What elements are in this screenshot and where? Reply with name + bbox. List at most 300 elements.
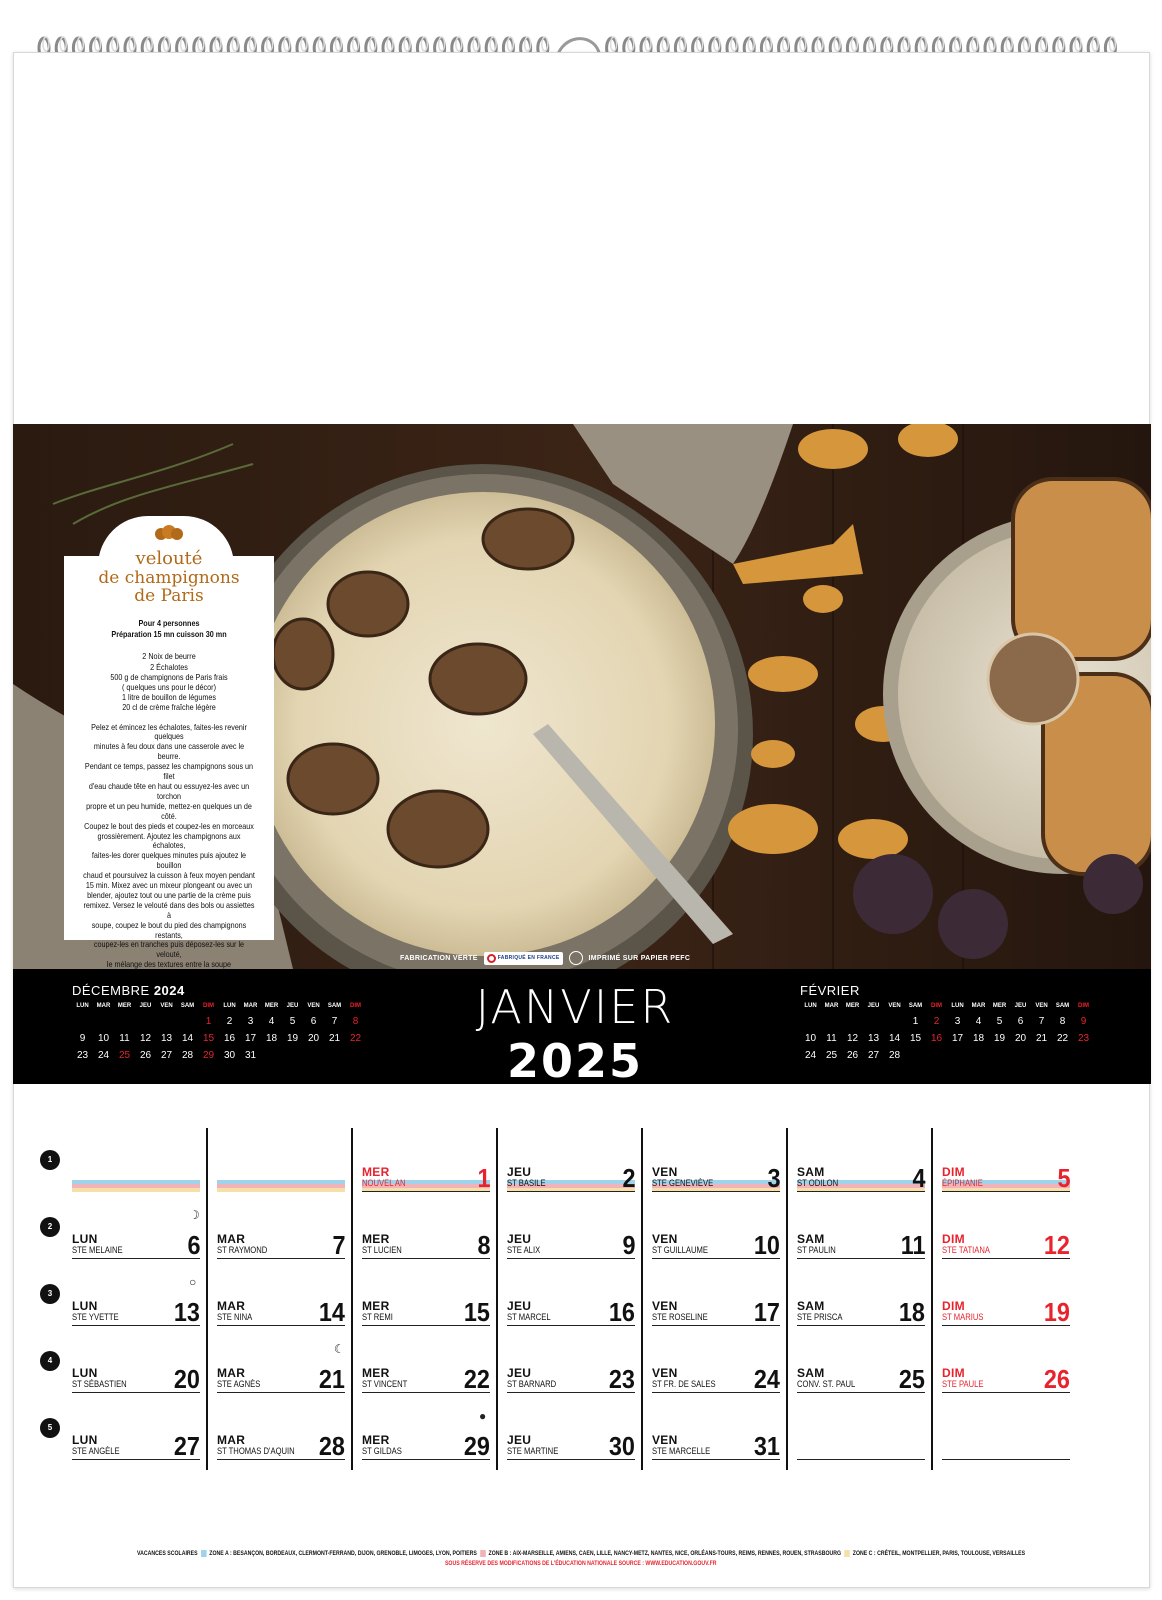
- day-name: MER: [362, 1232, 390, 1246]
- recipe-times: Préparation 15 mn cuisson 30 mn: [111, 628, 227, 639]
- mini-day: 18: [265, 1033, 278, 1044]
- mini-day: [1073, 1047, 1094, 1064]
- mini-day-header: VEN: [160, 1003, 173, 1009]
- holiday-stripes: [217, 1180, 345, 1192]
- day-cell: [652, 1297, 780, 1327]
- day-name: DIM: [942, 1366, 965, 1380]
- recipe-ingredient: 20 cl de crème fraîche légère: [122, 702, 216, 713]
- mini-day: 9: [1080, 1016, 1087, 1027]
- mini-day: [93, 1013, 114, 1030]
- mini-day: 30: [223, 1050, 236, 1061]
- saint-name: ST FR. DE SALES: [652, 1379, 716, 1389]
- saint-name: ST PAULIN: [797, 1245, 836, 1255]
- mini-day: [303, 1047, 324, 1064]
- mini-calendar-february: [800, 983, 1094, 1064]
- mini-day: 22: [1056, 1033, 1069, 1044]
- day-cell: [942, 1364, 1070, 1394]
- day-cell: [72, 1297, 200, 1327]
- mini-day: [282, 1047, 303, 1064]
- day-number: 3: [766, 1163, 780, 1193]
- recipe-ingredient: 2 Noix de beurre: [142, 651, 196, 662]
- day-cell: [797, 1364, 925, 1394]
- empty-day-cell: [797, 1434, 925, 1460]
- mini-prev-name: DÉCEMBRE: [72, 983, 150, 998]
- pefc-logo-icon: [569, 951, 583, 965]
- saint-name: ST MARIUS: [942, 1312, 984, 1322]
- day-cell: [507, 1230, 635, 1260]
- holiday-disclaimer: SOUS RÉSERVE DES MODIFICATIONS DE L'ÉDUCATION NATIONALE SOURCE : WWW.EDUCATION.GOUV.FR: [445, 1560, 717, 1567]
- day-name: MER: [362, 1366, 390, 1380]
- day-number: 29: [463, 1431, 490, 1461]
- mini-day-header: SAM: [908, 1003, 923, 1009]
- mini-day: [261, 1047, 282, 1064]
- mini-day-header: LUN: [951, 1003, 964, 1009]
- mini-day: [345, 1047, 366, 1064]
- recipe-step-line: d'eau chaude tête en haut ou essuyez-les avec un torchon: [88, 780, 250, 801]
- saint-name: STE MARTINE: [507, 1446, 559, 1456]
- mini-day: 20: [307, 1033, 320, 1044]
- saint-name: ST MARCEL: [507, 1312, 551, 1322]
- mini-day: 31: [244, 1050, 257, 1061]
- day-number: 10: [753, 1230, 780, 1260]
- france-logo-icon: [487, 954, 496, 963]
- day-name: MAR: [217, 1366, 246, 1380]
- mini-day: 13: [867, 1033, 880, 1044]
- column-divider: [351, 1128, 353, 1470]
- day-number: 26: [1043, 1364, 1070, 1394]
- saint-name: STE PAULE: [942, 1379, 984, 1389]
- saint-name: STE ANGÈLE: [72, 1446, 120, 1456]
- month-title: [405, 980, 745, 1088]
- day-cell: [362, 1431, 490, 1461]
- day-number: 2: [621, 1163, 635, 1193]
- mini-day: 14: [888, 1033, 901, 1044]
- day-name: JEU: [507, 1433, 532, 1447]
- mini-day: 9: [79, 1033, 86, 1044]
- mini-day-header: VEN: [1035, 1003, 1048, 1009]
- zone-c-text: ZONE C : CRÉTEIL, MONTPELLIER, PARIS, TOULOUSE, VERSAILLES: [852, 1550, 1026, 1557]
- mini-day-header: DIM: [1078, 1003, 1089, 1009]
- day-number: 8: [476, 1230, 490, 1260]
- saint-name: STE TATIANA: [942, 1245, 991, 1255]
- day-cell: [362, 1297, 490, 1327]
- mini-day: 27: [867, 1050, 880, 1061]
- saint-name: ST VINCENT: [362, 1379, 408, 1389]
- recipe-ingredient: ( quelques uns pour le décor): [121, 681, 216, 692]
- mini-day-header: VEN: [888, 1003, 901, 1009]
- mini-day: 3: [954, 1016, 961, 1027]
- day-cell: [507, 1163, 635, 1193]
- recipe-title-line3: de Paris: [134, 586, 204, 607]
- first-quarter-moon-icon: ☽: [189, 1208, 200, 1222]
- day-number: 17: [753, 1297, 780, 1327]
- day-cell: [797, 1163, 925, 1193]
- saint-name: NOUVEL AN: [362, 1178, 406, 1188]
- mini-day: 4: [268, 1016, 275, 1027]
- mini-day: 16: [223, 1033, 236, 1044]
- day-number: 12: [1043, 1230, 1070, 1260]
- day-cell: [72, 1364, 200, 1394]
- week-number-badge: 3: [40, 1284, 60, 1304]
- month-name: JANVIER: [475, 980, 675, 1034]
- made-in-france-text: FABRIQUÉ EN FRANCE: [497, 955, 560, 961]
- recipe-content: [64, 518, 274, 980]
- mini-day: 20: [1014, 1033, 1027, 1044]
- day-cell: [507, 1431, 635, 1461]
- day-name: VEN: [652, 1232, 678, 1246]
- recipe-step-line: chaud et poursuivez la cuisson à feux moyen pendant: [83, 870, 255, 881]
- week-number-badge: 5: [40, 1418, 60, 1438]
- day-name: JEU: [507, 1366, 532, 1380]
- saint-name: STE PRISCA: [797, 1312, 843, 1322]
- mini-day: [926, 1047, 947, 1064]
- mini-prev-grid: [72, 1000, 366, 1064]
- day-number: 23: [608, 1364, 635, 1394]
- mini-day: [135, 1013, 156, 1030]
- mini-day: 27: [160, 1050, 173, 1061]
- day-name: SAM: [797, 1299, 825, 1313]
- recipe-step-line: remixez. Versez le velouté dans des bols ou assiettes à: [83, 899, 255, 920]
- saint-name: ST GILDAS: [362, 1446, 402, 1456]
- day-cell: [942, 1230, 1070, 1260]
- fabrication-verte-label: FABRICATION VERTE: [400, 954, 478, 962]
- saint-name: ST BARNARD: [507, 1379, 557, 1389]
- day-name: JEU: [507, 1299, 532, 1313]
- day-cell: [797, 1297, 925, 1327]
- school-holidays-footer: [0, 1549, 1162, 1569]
- day-cell: [362, 1163, 490, 1193]
- recipe-title-line2: de champignons: [98, 567, 240, 588]
- mini-day: 24: [804, 1050, 817, 1061]
- last-quarter-moon-icon: ☾: [334, 1342, 345, 1356]
- day-cell: [507, 1364, 635, 1394]
- mini-day: [1031, 1047, 1052, 1064]
- day-number: 30: [608, 1431, 635, 1461]
- recipe-step-line: le mélange des textures entre la soupe: [106, 959, 232, 970]
- saint-name: STE MARCELLE: [652, 1446, 711, 1456]
- mini-day: [177, 1013, 198, 1030]
- mini-day-header: JEU: [286, 1003, 299, 1009]
- mini-next-name: FÉVRIER: [800, 983, 860, 998]
- day-name: MER: [362, 1433, 390, 1447]
- mini-day: 11: [119, 1033, 130, 1044]
- mini-day: 28: [888, 1050, 901, 1061]
- mini-day: 5: [996, 1016, 1003, 1027]
- mini-prev-year: 2024: [153, 983, 185, 998]
- mini-day-header: MER: [992, 1003, 1007, 1009]
- mini-day: 23: [1077, 1033, 1090, 1044]
- mushroom-logo-icon: [149, 524, 189, 544]
- mini-day: 4: [975, 1016, 982, 1027]
- column-divider: [786, 1128, 788, 1470]
- day-name: SAM: [797, 1165, 825, 1179]
- recipe-step-line: blender, ajoutez tout ou une partie de la crème puis: [87, 889, 251, 900]
- day-number: 27: [173, 1431, 200, 1461]
- day-name: VEN: [652, 1433, 678, 1447]
- mini-day: 7: [331, 1016, 338, 1027]
- day-name: VEN: [652, 1165, 678, 1179]
- zone-b-text: ZONE B : AIX-MARSEILLE, AMIENS, CAEN, LILLE, NANCY-METZ, NANTES, NICE, ORLÉANS-TOURS, REIMS, RENNES, ROUEN, STRASBOURG: [488, 1550, 842, 1557]
- mini-day-header: MER: [845, 1003, 860, 1009]
- day-name: DIM: [942, 1299, 965, 1313]
- full-moon-icon: ○: [189, 1275, 197, 1289]
- saint-name: ÉPIPHANIE: [942, 1178, 983, 1188]
- day-name: LUN: [72, 1366, 98, 1380]
- mini-prev-title: [72, 983, 366, 998]
- day-number: 13: [173, 1297, 200, 1327]
- mini-day-header: DIM: [350, 1003, 361, 1009]
- mini-day-header: MAR: [971, 1003, 986, 1009]
- zone-a-swatch-icon: [201, 1550, 207, 1557]
- day-cell: [72, 1230, 200, 1260]
- mini-day-header: LUN: [223, 1003, 236, 1009]
- day-cell: [652, 1431, 780, 1461]
- mini-day: [842, 1013, 863, 1030]
- day-number: 20: [173, 1364, 200, 1394]
- saint-name: ST THOMAS D'AQUIN: [217, 1446, 295, 1456]
- mini-day-header: SAM: [1055, 1003, 1070, 1009]
- mini-day: 16: [930, 1033, 943, 1044]
- day-cell: [652, 1364, 780, 1394]
- column-divider: [931, 1128, 933, 1470]
- recipe-ingredient: 2 Échalotes: [150, 661, 188, 672]
- week-number-badge: 4: [40, 1351, 60, 1371]
- mini-day: 2: [226, 1016, 233, 1027]
- mini-day: [72, 1013, 93, 1030]
- new-moon-icon: ●: [479, 1409, 487, 1423]
- saint-name: ST GUILLAUME: [652, 1245, 708, 1255]
- day-number: 21: [318, 1364, 345, 1394]
- saint-name: STE NINA: [217, 1312, 253, 1322]
- day-number: 31: [753, 1431, 780, 1461]
- recipe-step-line: 15 min. Mixez avec un mixeur plongeant ou avec un: [85, 880, 253, 891]
- mini-day-header: MAR: [824, 1003, 839, 1009]
- mini-day-header: JEU: [1014, 1003, 1027, 1009]
- month-year: 2025: [506, 1034, 644, 1088]
- mini-day: [905, 1047, 926, 1064]
- mini-day-header: JEU: [139, 1003, 152, 1009]
- week-number-badge: 1: [40, 1150, 60, 1170]
- mini-day-header: MAR: [96, 1003, 111, 1009]
- mini-day: 23: [76, 1050, 89, 1061]
- recipe-step-line: Coupez le bout des pieds et coupez-les en morceaux: [84, 820, 254, 831]
- saint-name: ST REMI: [362, 1312, 393, 1322]
- saint-name: STE AGNÈS: [217, 1379, 261, 1389]
- mini-day-header: MER: [264, 1003, 279, 1009]
- mini-day: [863, 1013, 884, 1030]
- holiday-label: VACANCES SCOLAIRES: [136, 1550, 198, 1557]
- day-number: 14: [318, 1297, 345, 1327]
- day-number: 7: [331, 1230, 345, 1260]
- day-number: 1: [476, 1163, 490, 1193]
- day-number: 22: [463, 1364, 490, 1394]
- day-name: LUN: [72, 1433, 98, 1447]
- holiday-stripe: [72, 1188, 200, 1192]
- mini-day: [800, 1013, 821, 1030]
- mini-day: 25: [118, 1050, 131, 1061]
- day-name: MAR: [217, 1232, 246, 1246]
- mini-day-header: MER: [117, 1003, 132, 1009]
- mini-day: 19: [993, 1033, 1006, 1044]
- mini-day-header: DIM: [203, 1003, 214, 1009]
- saint-name: CONV. ST. PAUL: [797, 1379, 856, 1389]
- mini-day-header: LUN: [804, 1003, 817, 1009]
- mini-day: [1010, 1047, 1031, 1064]
- mini-day: [324, 1047, 345, 1064]
- recipe-steps: [82, 723, 256, 981]
- made-in-france-badge: [484, 952, 563, 965]
- day-cell: [217, 1364, 345, 1394]
- mini-day: [884, 1013, 905, 1030]
- mini-calendar-december: [72, 983, 366, 1064]
- mini-next-title: [800, 983, 1094, 998]
- mini-day: 5: [289, 1016, 296, 1027]
- mini-day: 18: [972, 1033, 985, 1044]
- day-number: 5: [1056, 1163, 1070, 1193]
- mini-day: 21: [328, 1033, 341, 1044]
- mini-day: 21: [1035, 1033, 1048, 1044]
- saint-name: STE ROSELINE: [652, 1312, 708, 1322]
- day-cell: [942, 1297, 1070, 1327]
- mini-day: 28: [181, 1050, 194, 1061]
- day-cell: [652, 1163, 780, 1193]
- day-number: 18: [898, 1297, 925, 1327]
- day-name: LUN: [72, 1299, 98, 1313]
- mini-day: 2: [933, 1016, 940, 1027]
- mini-day-header: SAM: [327, 1003, 342, 1009]
- holiday-stripe: [217, 1188, 345, 1192]
- zone-a-text: ZONE A : BESANÇON, BORDEAUX, CLERMONT-FERRAND, DIJON, GRENOBLE, LIMOGES, LYON, POITIERS: [209, 1550, 477, 1557]
- day-name: MAR: [217, 1433, 246, 1447]
- holiday-zones: [137, 1549, 1025, 1559]
- mini-day: [968, 1047, 989, 1064]
- mini-day-header: LUN: [76, 1003, 89, 1009]
- mini-day: 3: [247, 1016, 254, 1027]
- mini-day: 17: [951, 1033, 964, 1044]
- day-cell: [72, 1431, 200, 1461]
- recipe-persons: Pour 4 personnes: [138, 618, 200, 629]
- day-cell: [797, 1230, 925, 1260]
- day-number: 6: [186, 1230, 200, 1260]
- column-divider: [641, 1128, 643, 1470]
- column-divider: [206, 1128, 208, 1470]
- zone-c-swatch-icon: [844, 1550, 850, 1557]
- mini-day: 25: [825, 1050, 838, 1061]
- mini-day: [156, 1013, 177, 1030]
- mini-day-header: DIM: [931, 1003, 942, 1009]
- day-number: 24: [753, 1364, 780, 1394]
- recipe-step-line: faites-les dorer quelques minutes puis ajoutez le bouillon: [91, 850, 247, 871]
- day-name: MER: [362, 1165, 390, 1179]
- recipe-ingredients: [80, 651, 259, 712]
- recipe-step-line: Pelez et émincez les échalotes, faites-les revenir quelques: [91, 721, 247, 742]
- saint-name: STE YVETTE: [72, 1312, 119, 1322]
- mini-day: 24: [97, 1050, 110, 1061]
- recipe-step-line: propre et un peu humide, mettez-en quelques un de côté.: [86, 800, 252, 821]
- holiday-stripes: [72, 1180, 200, 1192]
- day-cell: [362, 1230, 490, 1260]
- recipe-meta: [80, 618, 259, 639]
- mini-day: 1: [205, 1016, 212, 1027]
- mini-day: 12: [846, 1033, 859, 1044]
- mini-day: 15: [202, 1033, 215, 1044]
- day-name: LUN: [72, 1232, 98, 1246]
- mini-next-grid: [800, 1000, 1094, 1064]
- mini-day: 1: [912, 1016, 919, 1027]
- saint-name: ST SÉBASTIEN: [72, 1379, 127, 1389]
- week-number-badge: 2: [40, 1217, 60, 1237]
- day-number: 25: [898, 1364, 925, 1394]
- zone-b-swatch-icon: [480, 1550, 486, 1557]
- mini-day: [1052, 1047, 1073, 1064]
- day-name: JEU: [507, 1165, 532, 1179]
- saint-name: ST ODILON: [797, 1178, 839, 1188]
- mini-day: 22: [349, 1033, 362, 1044]
- day-cell: [507, 1297, 635, 1327]
- saint-name: ST BASILE: [507, 1178, 546, 1188]
- day-number: 16: [608, 1297, 635, 1327]
- mini-day: 8: [352, 1016, 359, 1027]
- mini-day: 15: [909, 1033, 922, 1044]
- day-number: 19: [1043, 1297, 1070, 1327]
- day-cell: [217, 1297, 345, 1327]
- recipe-step-line: grossièrement. Ajoutez les champignons aux échalotes,: [97, 830, 241, 851]
- mini-day: [947, 1047, 968, 1064]
- day-cell: [942, 1163, 1070, 1193]
- mini-day-header: VEN: [307, 1003, 320, 1009]
- mini-day: 19: [286, 1033, 299, 1044]
- day-name: DIM: [942, 1165, 965, 1179]
- day-number: 4: [911, 1163, 925, 1193]
- day-name: MAR: [217, 1299, 246, 1313]
- recipe-step-line: Pendant ce temps, passez les champignons sous un filet: [84, 761, 254, 782]
- day-number: 15: [463, 1297, 490, 1327]
- pefc-label: IMPRIMÉ SUR PAPIER PEFC: [588, 954, 691, 962]
- mini-day: 14: [181, 1033, 194, 1044]
- mini-day: 10: [97, 1033, 110, 1044]
- saint-name: ST LUCIEN: [362, 1245, 402, 1255]
- mini-day: 13: [160, 1033, 173, 1044]
- day-name: VEN: [652, 1299, 678, 1313]
- day-number: 9: [621, 1230, 635, 1260]
- eco-labels: [400, 948, 760, 968]
- saint-name: ST RAYMOND: [217, 1245, 268, 1255]
- column-divider: [496, 1128, 498, 1470]
- mini-day: 29: [202, 1050, 215, 1061]
- day-name: SAM: [797, 1232, 825, 1246]
- recipe-ingredient: 1 litre de bouillon de légumes: [121, 692, 216, 703]
- mini-day: 6: [1017, 1016, 1024, 1027]
- recipe-step-line: minutes à feu doux dans une casserole avec le beurre.: [93, 741, 245, 762]
- recipe-title-line1: velouté: [135, 548, 203, 569]
- day-name: VEN: [652, 1366, 678, 1380]
- day-cell: [217, 1230, 345, 1260]
- mini-day: 26: [139, 1050, 152, 1061]
- day-name: MER: [362, 1299, 390, 1313]
- mini-day: 12: [139, 1033, 152, 1044]
- mini-day-header: JEU: [867, 1003, 880, 1009]
- day-cell: [652, 1230, 780, 1260]
- mini-day-header: MAR: [243, 1003, 258, 1009]
- saint-name: STE GENEVIÈVE: [652, 1178, 714, 1188]
- recipe-ingredient: 500 g de champignons de Paris frais: [110, 671, 228, 682]
- mini-day: 7: [1038, 1016, 1045, 1027]
- mini-day: [821, 1013, 842, 1030]
- mini-day-header: SAM: [180, 1003, 195, 1009]
- day-number: 11: [900, 1230, 925, 1260]
- mini-day: 11: [826, 1033, 837, 1044]
- mini-day: 10: [804, 1033, 817, 1044]
